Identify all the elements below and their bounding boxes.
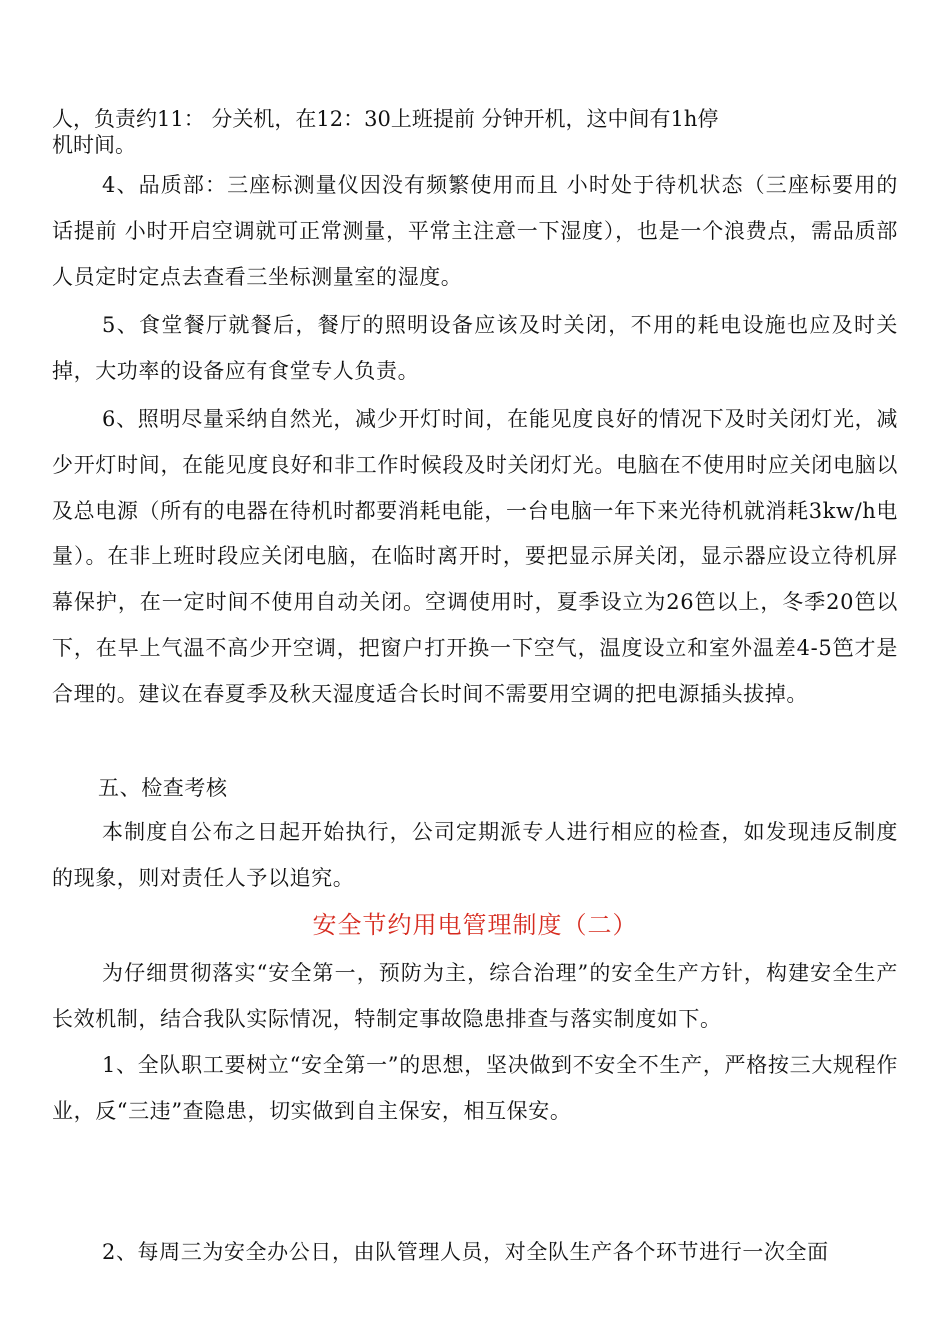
paragraph-item-2: 2、每周三为安全办公日，由队管理人员，对全队生产各个环节进行一次全面 [102,1240,829,1264]
paragraph-item-1: 1、全队职工要树立“安全第一”的思想，坚决做到不安全不生产，严格按三大规程作业，反“三违”查隐患，切实做到自主保安，相互保安。 [52,1053,898,1123]
top-line-2: 机时间。 [52,133,136,157]
section-heading-inspection: 五、检查考核 [98,776,228,800]
paragraph-inspection: 本制度自公布之日起开始执行，公司定期派专人进行相应的检查，如发现违反制度的现象，则对责任人予以追究。 [52,820,898,890]
paragraph-canteen: 5、食堂餐厅就餐后，餐厅的照明设备应该及时关闭，不用的耗电设施也应及时关掉，大功率的设备应有食堂专人负责。 [52,313,898,383]
document-title-2: 安全节约用电管理制度（二） [312,911,638,939]
paragraph-lighting: 6、照明尽量采纳自然光，减少开灯时间，在能见度良好的情况下及时关闭灯光，减少开灯时间，在能见度良好和非工作时候段及时关闭灯光。电脑在不使用时应关闭电脑以及总电源（所有的电器在待机时都要消耗电能，一台电脑一年下来光待机就消耗3kw/h电量）。在非上班时段应关闭电脑，在临时离开时，要把显示屏关闭，显示器应设立待机屏幕保护，在一定时间不使用自动关闭。空调使用时，夏季设立为26笆以上，冬季20笆以下，在早上气温不高少开空调，把窗户打开换一下空气，温度设立和室外温差4-5笆才是合理的。建议在春夏季及秋天湿度适合长时间不需要用空调的把电源插头拔掉。 [52,407,898,706]
top-line-1: 人，负责约11： 分关机，在12：30上班提前 分钟开机，这中间有1h停 [52,107,719,131]
paragraph-intro: 为仔细贯彻落实“安全第一，预防为主，综合治理”的安全生产方针，构建安全生产长效机制，结合我队实际情况，特制定事故隐患排查与落实制度如下。 [52,961,898,1031]
paragraph-quality-dept: 4、品质部：三座标测量仪因没有频繁使用而且 小时处于待机状态（三座标要用的话提前 小时开启空调就可正常测量，平常主注意一下湿度），也是一个浪费点，需品质部人员定时定点去查看三坐标测量室的湿度。 [52,173,898,289]
